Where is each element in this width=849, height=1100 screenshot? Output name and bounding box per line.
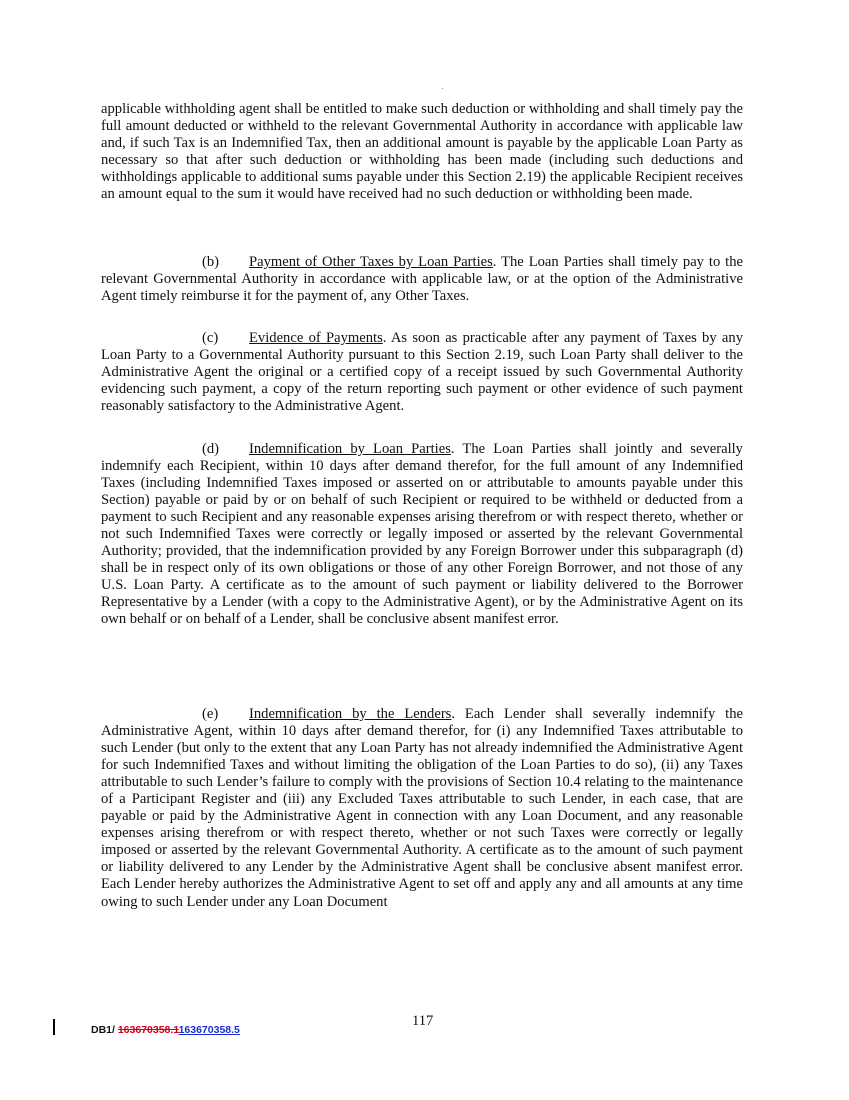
paragraph-label: (e) [202,706,219,722]
paragraph-d [101,441,743,629]
paragraph-label: (c) [202,330,219,346]
paragraph-text: . As soon as practicable after any payment of Taxes by any Loan Party to a Governmental Authority pursuant to this Section 2.19, such Loan Party shall deliver to the Administrative Agent the original or a certified copy of a receipt issued by such Governmental Authority evidencing such payment, a copy of the return reporting such payment or other evidence of such payment reasonably satisfactory to the Administrative Agent. [101,330,743,415]
paragraph-heading: Indemnification by the Lenders [249,706,452,722]
change-bar [53,1019,55,1035]
doc-id-inserted: 163670358.5 [178,1024,240,1036]
paragraph-label: (b) [202,254,220,270]
document-id [91,1022,240,1039]
paragraph-heading: Indemnification by Loan Parties [249,441,451,457]
doc-id-prefix: DB1/ [91,1024,118,1036]
paragraph-text: . The Loan Parties shall timely pay to the relevant Governmental Authority in accordance with applicable law, or at the option of the Administrative Agent timely reimburse it for the payment of, any Other Taxes. [101,254,743,305]
paragraph-label: (d) [202,441,220,457]
paragraph-e [101,706,743,911]
doc-id-deleted: 163670358.1 [117,1024,179,1036]
paragraph-heading: Payment of Other Taxes by Loan Parties [249,254,493,270]
paragraph-text: . The Loan Parties shall jointly and severally indemnify each Recipient, within 10 days after demand therefor, for the full amount of any Indemnified Taxes (including Indemnified Taxes imposed or asserted on or attributable to amounts payable under this Section) payable or paid by or on behalf of such Recipient or required to be withheld or deducted from a payment to such Recipient and any reasonable expenses arising therefrom or with respect thereto, whether or not such Indemnified Taxes were correctly or legally imposed or asserted by the relevant Governmental Authority; provided, that the indemnification provided by any Foreign Borrower under this subparagraph (d) shall be in respect only of its own obligations or those of any other Foreign Borrower, and not those of any U.S. Loan Party. A certificate as to the amount of such payment or liability delivered to the Borrower Representative by a Lender (with a copy to the Administrative Agent), or by the Administrative Agent on its own behalf or on behalf of a Lender, shall be conclusive absent manifest error. [101,441,743,628]
page-number: 117 [412,1013,434,1029]
paragraph-c [101,330,743,415]
scan-speck [442,88,443,89]
paragraph-continuation [101,101,743,203]
paragraph-b [101,254,743,305]
paragraph-text: applicable withholding agent shall be entitled to make such deduction or withholding and shall timely pay the full amount deducted or withheld to the relevant Governmental Authority in accordance with applicable law and, if such Tax is an Indemnified Tax, then an additional amount is payable by the applicable Loan Party as necessary so that after such deduction or withholding has been made (including such deductions and withholdings applicable to additional sums payable under this Section 2.19) the applicable Recipient receives an amount equal to the sum it would have received had no such deduction or withholding been made. [101,101,743,203]
paragraph-heading: Evidence of Payments [249,330,383,346]
paragraph-text: . Each Lender shall severally indemnify the Administrative Agent, within 10 days after demand therefor, for (i) any Indemnified Taxes attributable to such Lender (but only to the extent that any Loan Party has not already indemnified the Administrative Agent for such Indemnified Taxes and without limiting the obligation of the Loan Parties to do so), (ii) any Taxes attributable to such Lender’s failure to comply with the provisions of Section 10.4 relating to the maintenance of a Participant Register and (iii) any Excluded Taxes attributable to such Lender, in each case, that are payable or paid by the Administrative Agent in connection with any Loan Document, and any reasonable expenses arising therefrom or with respect thereto, whether or not such Taxes were correctly or legally imposed or asserted by the relevant Governmental Authority. A certificate as to the amount of such payment or liability delivered to any Lender by the Administrative Agent shall be conclusive absent manifest error. Each Lender hereby authorizes the Administrative Agent to set off and apply any and all amounts at any time owing to such Lender under any Loan Document [101,706,743,910]
